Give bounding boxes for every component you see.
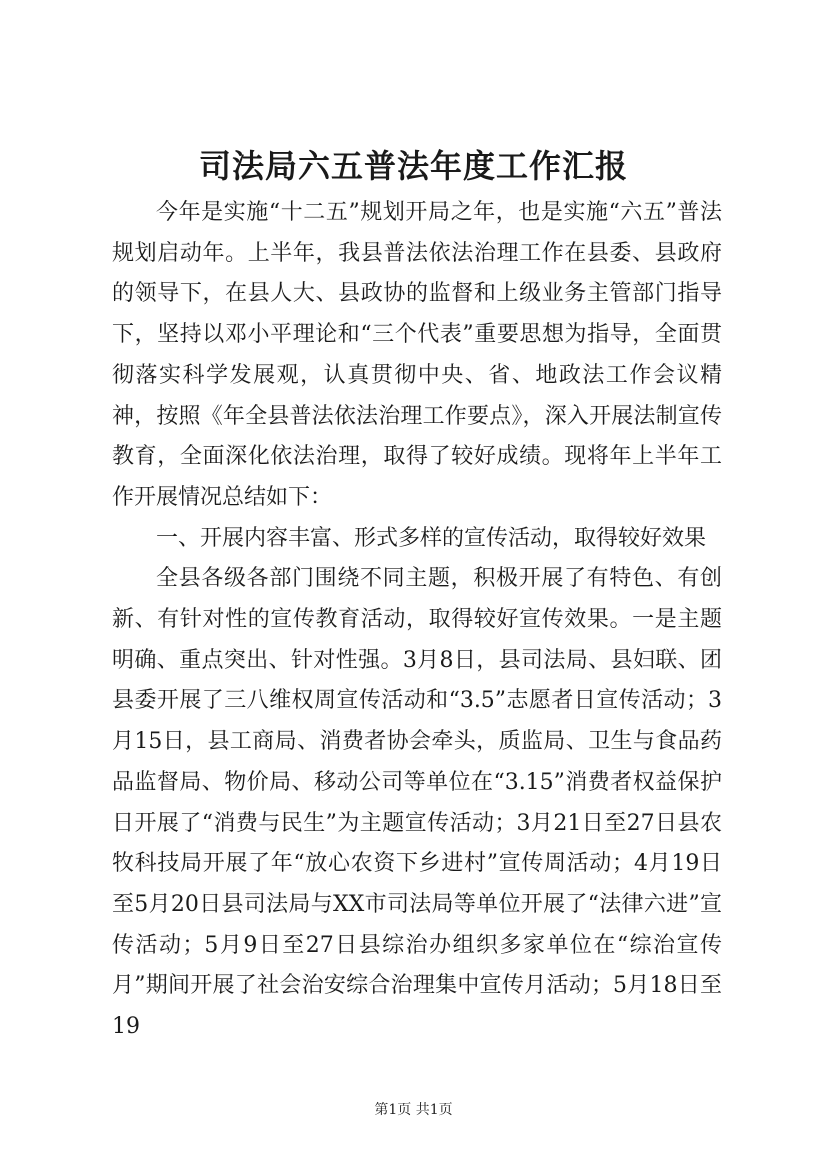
- document-title: 司法局六五普法年度工作汇报: [198, 147, 628, 185]
- section-heading: 一、开展内容丰富、形式多样的宣传活动，取得较好效果: [156, 525, 707, 551]
- document-body: [112, 193, 722, 1048]
- page-footer: 第1页 共1页: [374, 1102, 453, 1118]
- section-paragraph: 全县各级各部门围绕不同主题，积极开展了有特色、有创新、有针对性的宣传教育活动，取得较好宣传效果。一是主题明确、重点突出、针对性强。3月8日，县司法局、县妇联、团县委开展了三八维权周宣传活动和“3.5”志愿者日宣传活动；3月15日，县工商局、消费者协会牵头，质监局、卫生与食品药品监督局、物价局、移动公司等单位在“3.15”消费者权益保护日开展了“消费与民生”为主题宣传活动；3月21日至27日县农牧科技局开展了年“放心农资下乡进村”宣传周活动；4月19日至5月20日县司法局与XX市司法局等单位开展了“法律六进”宣传活动；5月9日至27日县综治办组织多家单位在“综治宣传月”期间开展了社会治安综合治理集中宣传月活动；5月18日至19: [112, 566, 722, 1040]
- intro-paragraph: 今年是实施“十二五”规划开局之年，也是实施“六五”普法规划启动年。上半年，我县普法依法治理工作在县委、县政府的领导下，在县人大、县政协的监督和上级业务主管部门指导下，坚持以邓小平理论和“三个代表”重要思想为指导，全面贯彻落实科学发展观，认真贯彻中央、省、地政法工作会议精神，按照《年全县普法依法治理工作要点》，深入开展法制宣传教育，全面深化依法治理，取得了较好成绩。现将年上半年工作开展情况总结如下：: [112, 200, 722, 510]
